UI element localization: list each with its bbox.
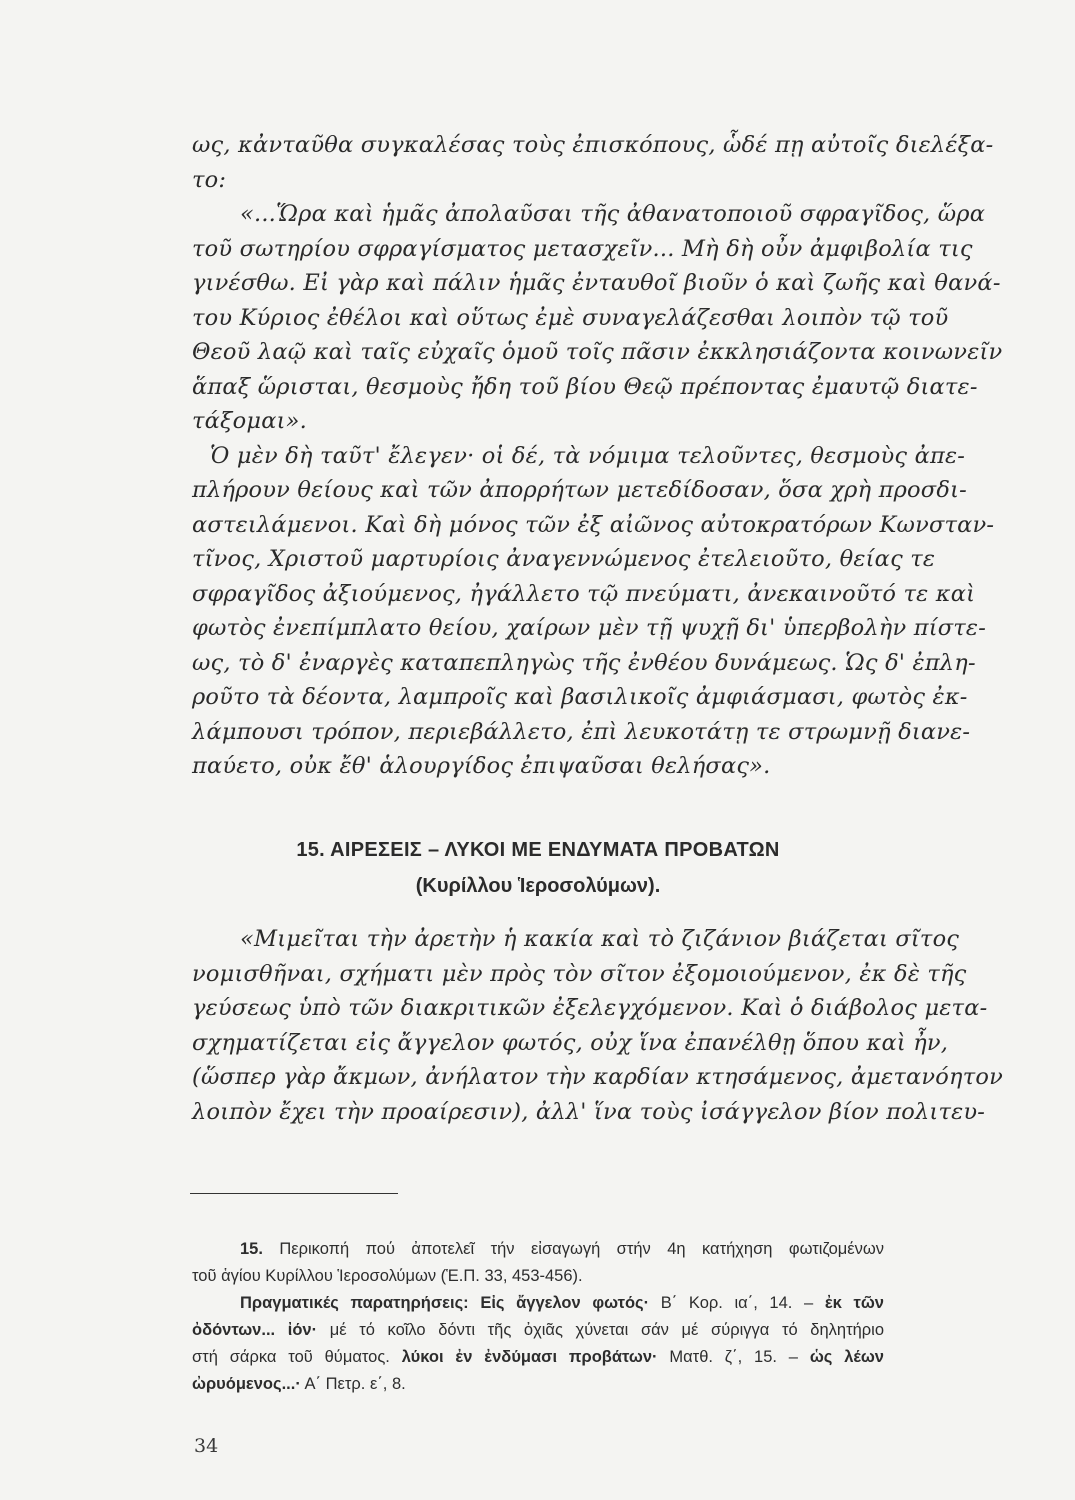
text-line: σχηματίζεται εἰς ἄγγελον φωτός, οὐχ ἵνα ἐπανέλθῃ ὅπου καὶ ἦν, <box>192 1029 949 1056</box>
section-subheading: (Κυρίλλου Ἱεροσολύμων). <box>415 875 661 897</box>
text-line: «...Ὥρα καὶ ἡμᾶς ἀπολαῦσαι τῆς ἀθανατοποιοῦ σφραγῖδος, ὥρα <box>240 201 986 227</box>
text-line: γινέσθω. Εἰ γὰρ καὶ πάλιν ἡμᾶς ἐνταυθοῖ βιοῦν ὁ καὶ ζωῆς καὶ θανά- <box>192 270 1001 296</box>
footnotes <box>192 1236 884 1398</box>
text-line: ως, κἀνταῦθα συγκαλέσας τοὺς ἐπισκόπους, ὧδέ πῃ αὐτοῖς διελέξα- <box>192 132 994 158</box>
text-line: το: <box>192 166 227 193</box>
text-line: νομισθῆναι, σχήματι μὲν πρὸς τὸν σῖτον ἐξομοιούμενον, ἐκ δὲ τῆς <box>192 960 967 987</box>
text-line: παύετο, οὐκ ἔθ' ἁλουργίδος ἐπιψαῦσαι θελήσας». <box>192 753 771 779</box>
remarks-label: Πραγματικές παρατηρήσεις: <box>240 1294 469 1312</box>
remark-term: Εἰς ἄγγελον φωτός· <box>480 1294 650 1312</box>
text-line: Θεοῦ λαῷ καὶ ταῖς εὐχαῖς ὁμοῦ τοῖς πᾶσιν ἐκκλησιάζοντα κοινωνεῖν <box>192 339 1003 365</box>
footnote-text: Περικοπή πού ἀποτελεῖ τήν εἰσαγωγή στήν 4η κατήχηση φωτιζομένων <box>279 1240 884 1258</box>
text-line: τοῦ σωτηρίου σφραγίσματος μετασχεῖν... Μὴ δὴ οὖν ἀμφιβολία τις <box>192 235 973 262</box>
remark-text: μέ τό κοῖλο δόντι τῆς ὀχιᾶς χύνεται σάν μέ σύριγγα τό δηλητήριο <box>329 1321 884 1339</box>
footnote-line <box>192 1263 884 1290</box>
remark-reference: Ματθ. ζ΄, 15. – <box>669 1348 798 1366</box>
page-number: 34 <box>194 1435 219 1457</box>
section-heading: 15. ΑΙΡΕΣΕΙΣ – ΛΥΚΟΙ ΜΕ ΕΝΔΥΜΑΤΑ ΠΡΟΒΑΤΩΝ <box>296 839 780 861</box>
text-line: γεύσεως ὑπὸ τῶν διακριτικῶν ἐξελεγχόμενον. Καὶ ὁ διάβολος μετα- <box>192 995 988 1021</box>
text-line: σφραγῖδος ἀξιούμενος, ἠγάλλετο τῷ πνεύματι, ἀνεκαινοῦτό τε καὶ <box>192 580 976 607</box>
remark-term: ὠρυόμενος...· <box>192 1375 301 1393</box>
text-line: τῖνος, Χριστοῦ μαρτυρίοις ἀναγεννώμενος ἐτελειοῦτο, θείας τε <box>192 546 936 572</box>
text-line: ως, τὸ δ' ἐναργὲς καταπεπληγὼς τῆς ἐνθέου δυνάμεως. Ὡς δ' ἐπλη- <box>192 649 976 676</box>
remark-term: ὀδόντων... ἰόν· <box>192 1321 318 1339</box>
remark-term: λύκοι ἐν ἐνδύμασι προβάτων· <box>401 1348 658 1366</box>
passage-constantine-baptism <box>192 128 1003 784</box>
text-line: ἅπαξ ὥρισται, θεσμοὺς ἤδη τοῦ βίου Θεῷ πρέποντας ἐμαυτῷ διατε- <box>192 373 978 400</box>
text-line: του Κύριος ἐθέλοι καὶ οὕτως ἐμὲ συναγελάζεσθαι λοιπὸν τῷ τοῦ <box>192 304 949 331</box>
text-line: λάμπουσι τρόπον, περιεβάλλετο, ἐπὶ λευκοτάτῃ τε στρωμνῇ διανε- <box>192 718 971 745</box>
text-line: πλήρουν θείους καὶ τῶν ἀπορρήτων μετεδίδοσαν, ὅσα χρὴ προσδι- <box>192 477 967 503</box>
remark-text: στή σάρκα τοῦ θύματος. <box>192 1348 390 1366</box>
footnote-line <box>192 1317 884 1344</box>
footnote-number: 15. <box>240 1240 263 1258</box>
remark-term: ὡς λέων <box>809 1348 884 1366</box>
footnote-line <box>192 1236 884 1263</box>
remark-term: ἐκ τῶν <box>824 1294 884 1312</box>
text-line: τάξομαι». <box>192 408 307 434</box>
footnote-divider <box>190 1193 398 1194</box>
passage-cyril-heresies <box>192 922 1003 1129</box>
text-line: λοιπὸν ἔχει τὴν προαίρεσιν), ἀλλ' ἵνα τοὺς ἰσάγγελον βίον πολιτευ- <box>192 1098 986 1125</box>
footnote-line <box>192 1371 884 1398</box>
text-line: αστειλάμενοι. Καὶ δὴ μόνος τῶν ἐξ αἰῶνος αὐτοκρατόρων Κωνσταν- <box>192 511 995 538</box>
text-line: (ὥσπερ γὰρ ἄκμων, ἀνήλατον τὴν καρδίαν κτησάμενος, ἀμετανόητον <box>192 1064 1003 1090</box>
text-line: Ὁ μὲν δὴ ταῦτ' ἔλεγεν· οἱ δέ, τὰ νόμιμα τελοῦντες, θεσμοὺς ἀπε- <box>210 442 966 469</box>
text-line: «Μιμεῖται τὴν ἀρετὴν ἡ κακία καὶ τὸ ζιζάνιον βιάζεται σῖτος <box>240 926 960 952</box>
remark-reference: Α΄ Πετρ. ε΄, 8. <box>304 1375 406 1393</box>
remark-reference: Β΄ Κορ. ια΄, 14. – <box>660 1294 814 1312</box>
footnote-text: τοῦ ἁγίου Κυρίλλου Ἱεροσολύμων (Ἑ.Π. 33, 453-456). <box>192 1267 583 1285</box>
text-line: ροῦτο τὰ δέοντα, λαμπροῖς καὶ βασιλικοῖς ἀμφιάσμασι, φωτὸς ἐκ- <box>192 684 968 710</box>
footnote-line <box>192 1290 884 1317</box>
text-line: φωτὸς ἐνεπίμπλατο θείου, χαίρων μὲν τῇ ψυχῇ δι' ὑπερβολὴν πίστε- <box>192 615 987 641</box>
footnote-line <box>192 1344 884 1371</box>
